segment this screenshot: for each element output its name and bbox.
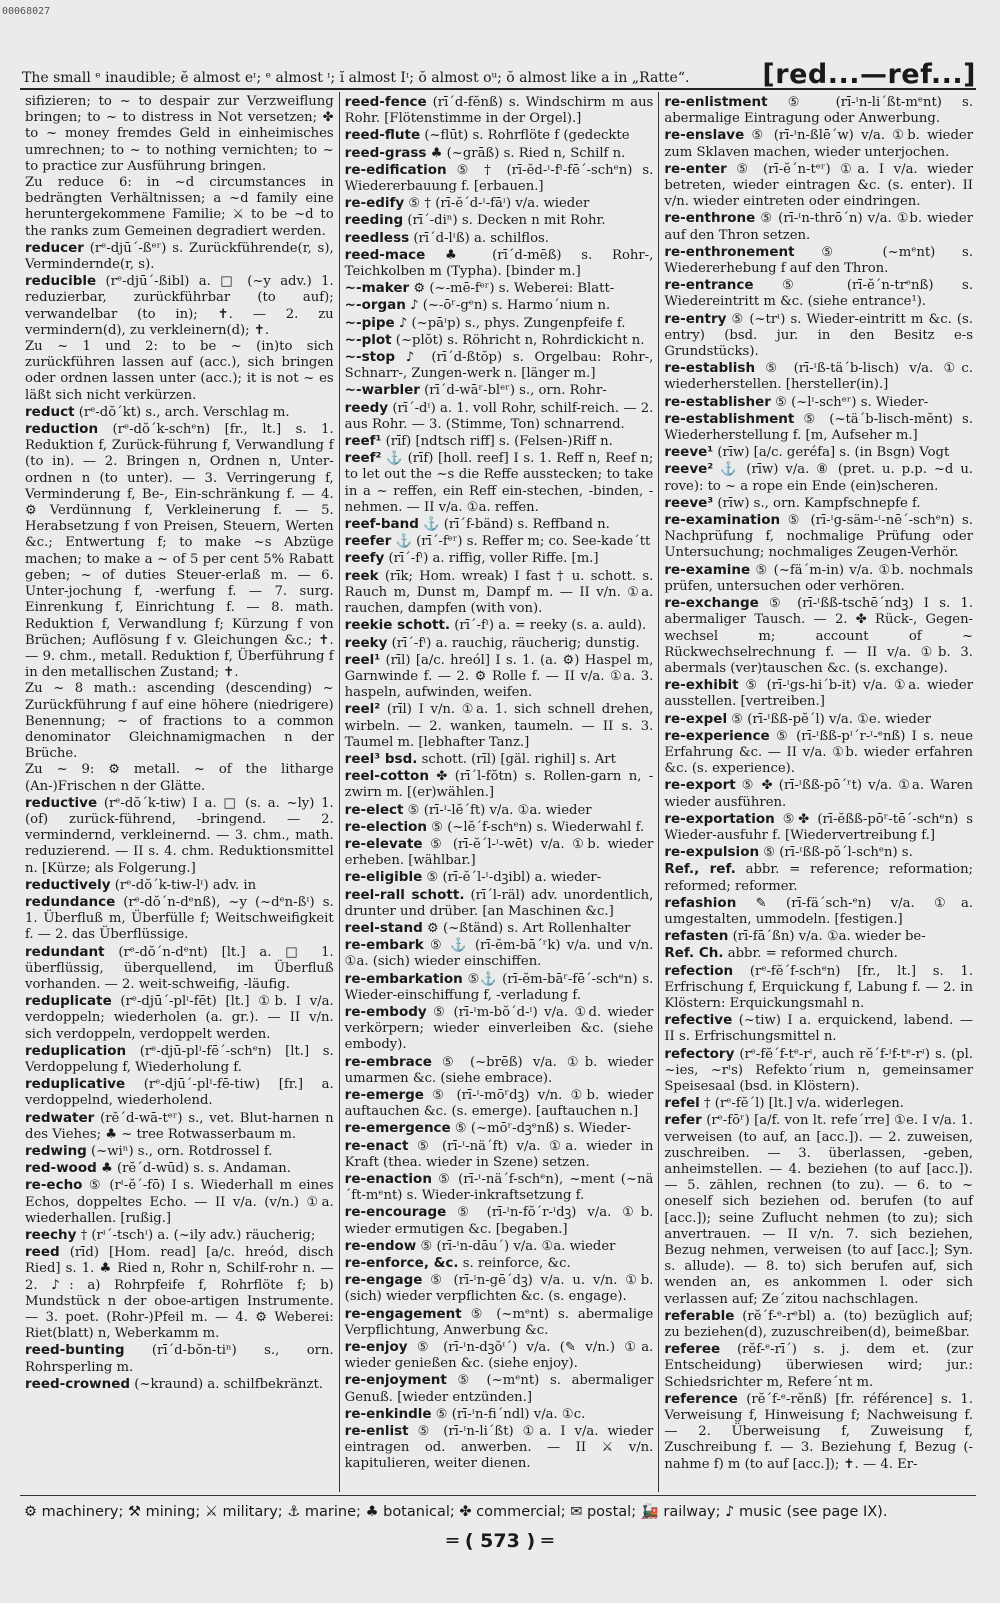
dictionary-entry: reeve¹ (rīw) [a/c. geréfa] s. (in Bsgn) Vogt (664, 444, 950, 461)
entry-headword: re-enthronement (664, 243, 795, 260)
entry-headword: reel² (344, 701, 381, 718)
legend-symbol-icon: ⚓ (287, 1504, 301, 1520)
entry-headword: refectory (664, 1045, 735, 1062)
entry-headword: re-establisher (664, 393, 771, 410)
entry-headword: reduplicate (25, 993, 112, 1010)
dictionary-entry: reeky (rī´-fᶦ) a. rauchig, räucherig; dunstig. (344, 634, 640, 651)
dictionary-entry: ~-pipe ♪ (~pāᶦp) s., phys. Zungenpfeife f. (344, 314, 626, 331)
dictionary-entry: referee (rĕf-ᵉ-rī´) s. j. dem et. (zur Entscheidung) überwiesen wird; jur.: Schiedsrichter m, Refere´nt m. (664, 1341, 974, 1390)
dictionary-entry: re-establish ⑤ (rī-ᶦß-tä´b-lisch) v/a. ①c. wiederherstellen. [hersteller(in).] (664, 360, 974, 393)
dictionary-entry: reekie schott. (rī´-fᶦ) a. = reeky (s. a. auld). (344, 617, 647, 634)
dictionary-entry: reed (rīd) [Hom. read] [a/c. hreód, disch Ried] s. 1. ♣ Ried n, Rohr n, Schilf-rohr n. — 2. ♪: a) Rohrpfeife f, Rohrflöte f; b) Mundstück n der oboe-artigen Instrumente. — 3. poet. (Rohr-)Pfeil m. — 4. ⚙ Weberei: Riet(blatt) n, Weberkamm m. (25, 1244, 334, 1342)
dictionary-entry: re-enter ⑤ (rī-ĕ´n-tᵉʳ) ①a. I v/a. wieder betreten, wieder eintragen &c. (s. enter). II v/n. wieder eintreten oder eindringen. (664, 160, 974, 210)
dictionary-columns (20, 92, 978, 1492)
dictionary-entry: re-establisher ⑤ (~lᶦ-schᵉʳ) s. Wieder- (664, 393, 929, 410)
entry-headword: re-enaction (344, 1171, 432, 1187)
legend-label: commercial; (476, 1504, 566, 1520)
entry-headword: reedless (344, 229, 410, 246)
entry-headword: re-elect (344, 801, 404, 818)
dictionary-entry: reeve² ⚓ (rīw) v/a. ⑧ (pret. u. p.p. ~d u. rove): to ~ a rope ein Ende (ein)scheren. (664, 461, 974, 494)
entry-headword: reek (344, 567, 379, 584)
dictionary-entry: reel² (rīl) I v/n. ①a. 1. sich schnell drehen, wirbeln. — 2. wanken, taumeln. — II s. 3. Taumel m. [lebhafter Tanz.] (344, 701, 654, 750)
dictionary-entry: re-enjoy ⑤ (rī-ᶦn-dꝫŏᶦ´) v/a. (✎ v/n.) ①a. wieder genießen &c. (siehe enjoy). (344, 1339, 654, 1372)
dictionary-entry: Zu ~ 8 math.: ascending (descending) ~ Zurückführung f auf eine höhere (niedrigere) Benennung; ~ of fractions to a common denominator Gleichnamigmachen n der Brüche. (25, 681, 334, 762)
dictionary-entry: Zu reduce 6: in ~d circumstances in bedrängten Verhältnissen; a ~d family eine heruntergekommene Familie; ⚔ to be ~d to the ranks zum Gemeinen degradiert werden. (25, 175, 334, 239)
entry-headword: reducer (25, 239, 84, 256)
dictionary-entry: reduplication (rᵉ-djū-plᶦ-fē´-schᵉn) [lt.] s. Verdoppelung f, Wiederholung f. (25, 1042, 334, 1075)
dictionary-entry: re-enjoyment ⑤ (~mᵉnt) s. abermaliger Genuß. [wieder entzünden.] (344, 1372, 654, 1405)
legend-label: railway; (663, 1504, 721, 1520)
entry-headword: ~-warbler (344, 382, 420, 399)
dictionary-entry: ~-plot (~plŏt) s. Röhricht n, Rohrdickicht n. (344, 331, 645, 348)
symbol-legend (24, 1503, 976, 1520)
dictionary-entry: re-embark ⑤ ⚓ (rī-ĕm-bā´ʳk) v/a. und v/n. ①a. (sich) wieder einschiffen. (344, 937, 654, 970)
legend-label: music (see page IX). (738, 1504, 888, 1520)
entry-headword: reductive (25, 794, 98, 811)
dictionary-entry: ~-warbler (rī´d-wāʳ-blᵉʳ) s., orn. Rohr- (344, 382, 607, 399)
dictionary-entry: Zu ~ 9: ⚙ metall. ~ of the litharge (An-)Frischen n der Glätte. (25, 762, 334, 794)
legend-label: machinery; (41, 1504, 124, 1520)
dictionary-entry: re-emerge ⑤ (rī-ᶦ-mōʳdꝫ) v/n. ①b. wieder auftauchen &c. (s. emerge). [auftauchen n.] (344, 1086, 654, 1120)
page-number: ═ ( 573 ) ═ (446, 1530, 554, 1552)
dictionary-entry: re-exhibit ⑤ (rī-ᶦgs-hi´b-it) v/a. ①a. wieder ausstellen. [vertreiben.] (664, 677, 974, 710)
dictionary-entry: re-engage ⑤ (rī-ᶦn-gē´dꝫ) v/a. u. v/n. ①b. (sich) wieder verpflichten &c. (s. engage). (344, 1272, 654, 1305)
dictionary-entry: re-enaction ⑤ (rī-ᶦ-nä´f-schᵉn), ~ment (~nä´ft-mᵉnt) s. Wieder-inkraftsetzung f. (344, 1171, 654, 1204)
dictionary-entry: reeding (rī´-diⁿ) s. Decken n mit Rohr. (344, 212, 606, 229)
dictionary-entry: reducible (rᵉ-djū´-ßibl) a. □ (~y adv.) 1. reduzierbar, zurückführbar (to auf); verwandelbar (to in); ✝. — 2. zu vermindern(d), zu verkleinern(d); ✝. (25, 273, 334, 338)
dictionary-entry: reduction (rᵉ-dŏ´k-schᵉn) [fr., lt.] s. 1. Reduktion f, Zurück-führung f, Verwandlung f (to in). — 2. Bringen n, Ordnen n, Unter-ordnen n (to unter). — 3. Verringerung f, Verminderung f, Be-, Ein-schränkung f. — 4. ⚙ Verdünnung f, Verkleinerung f. — 5. Herabsetzung f von Preisen, Steuern, Werten &c.; Entwertung f; to make ~s Abzüge machen; to make a ~ of 5 per cent 5% Rabatt geben; ~ of duties Steuer-erlaß m. — 6. Unter-jochung f, -werfung f. — 7. surg. Einrenkung f, Einrichtung f. — 8. math. Reduktion f, Verwandlung f; Kürzung f von Brüchen; Auflösung f v. Gleichungen &c.; ✝. — 9. chm., metall. Reduktion f, Überführung f in den metallischen Zustand; ✝. (25, 421, 334, 681)
legend-item (725, 1504, 887, 1520)
legend-symbol-icon: 🚂 (640, 1504, 659, 1520)
dictionary-entry: reechy † (rᶦ´-tschᶦ) a. (~ily adv.) räucherig; (25, 1227, 316, 1244)
dictionary-entry: refective (~tiw) I a. erquickend, labend. — II s. Erfrischungsmittel n. (664, 1012, 974, 1045)
legend-item (570, 1504, 641, 1520)
dictionary-entry: refer (rᵉ-fōʳ) [a/f. von lt. refe´rre] ①e. I v/a. 1. verweisen (to auf, an [acc.]). — 2. zuweisen, zuschreiben. — 3. überlassen, -geben, anheimstellen. — 4. beziehen (to auf [acc.]). — 5. zählen, rechnen (to zu). — 6. to ~ oneself sich beziehen od. berufen (to auf [acc.]); seine Zuflucht nehmen (to zu); sich anvertrauen. — II v/n. 7. sich beziehen, Bezug nehmen, verweisen (to auf [acc.]; Syn. s. allude). — 8. to) sich berufen auf, sich wenden an, es ankommen l. oder sich verlassen auf; Ze´zitou nachschlagen. (664, 1112, 974, 1307)
dictionary-entry: re-enthronement ⑤ (~mᵉnt) s. Wiedererhebung f auf den Thron. (664, 243, 974, 277)
legend-symbol-icon: ♪ (725, 1504, 735, 1520)
entry-headword: refection (664, 962, 734, 979)
dictionary-entry: reel-stand ⚙ (~ßtänd) s. Art Rollenhalter (344, 919, 631, 936)
entry-headword: reekie schott. (344, 617, 451, 634)
dictionary-entry: reference (rĕ´f-ᵉ-rĕnß) [fr. référence] s. 1. Verweisung f, Hinweisung f; Nachweisung f. — 2. Überweisung f, Zuweisung f, Zuschreibung f. — 3. Beziehung f, Bezug (-nahme f) m (to auf [acc.]); ✝. — 4. Er- (664, 1390, 974, 1472)
entry-headword: re-entry (664, 310, 727, 327)
legend-item (205, 1504, 287, 1520)
dictionary-entry: re-expulsion ⑤ (rī-ᶦßß-pŏ´l-schᵉn) s. (664, 844, 913, 861)
entry-headword: re-encourage (344, 1204, 447, 1221)
entry-headword: reduplication (25, 1042, 127, 1059)
dictionary-entry: re-embrace ⑤ (~brēß) v/a. ①b. wieder umarmen &c. (siehe embrace). (344, 1053, 654, 1086)
dictionary-entry: reel-rall schott. (rī´l-räl) adv. unordentlich, drunter und drüber. [an Maschinen &c.] (344, 886, 654, 919)
dictionary-entry: re-enthrone ⑤ (rī-ᶦn-thrō´n) v/a. ①b. wieder auf den Thron setzen. (664, 210, 974, 243)
entry-headword: redundant (25, 943, 105, 960)
entry-headword: reed (25, 1244, 60, 1261)
entry-headword: reducible (25, 273, 97, 290)
legend-item (287, 1504, 365, 1520)
dictionary-entry: re-exportation ⑤✤ (rī-ĕßß-pōʳ-tē´-schᵉn) s Wieder-ausfuhr f. [Wiedervertreibung f.] (664, 810, 974, 843)
entry-headword: re-embarkation (344, 970, 463, 987)
entry-headword: re-enforce, &c. (344, 1255, 459, 1272)
entry-headword: re-enkindle (344, 1405, 432, 1422)
dictionary-entry: redundant (rᵉ-dŏ´n-dᵉnt) [lt.] a. □ 1. überflüssig, überquellend, im Überfluß vorhanden. — 2. weit-schweifig, -läufig. (25, 943, 334, 992)
dictionary-entry: reefer ⚓ (rī´-fᵉʳ) s. Reffer m; co. See-kade´tt (344, 533, 651, 550)
dictionary-entry: redwater (rĕ´d-wā-tᵉʳ) s., vet. Blut-harnen n des Viehes; ♣ ~ tree Rotwasserbaum m. (25, 1109, 334, 1142)
dictionary-entry: reedless (rī´d-lᶦß) a. schilflos. (344, 229, 549, 246)
dictionary-entry: re-enslave ⑤ (rī-ᶦn-ßlē´w) v/a. ①b. wieder zum Sklaven machen, wieder unterjochen. (664, 127, 974, 160)
entry-headword: re-export (664, 777, 736, 794)
dictionary-entry: sifizieren; to ~ to despair zur Verzweiflung bringen; to ~ to distress in Not versetzen; ✤ to ~ money fremdes Geld in einheimisches umrechnen; to ~ to nothing vernichten; to ~ to practice zur Ausführung bringen. (25, 94, 334, 174)
dictionary-entry: reefy (rī´-fᶦ) a. riffig, voller Riffe. [m.] (344, 550, 599, 567)
dictionary-entry: ~-organ ♪ (~-ōʳ-gᵉn) s. Harmo´nium n. (344, 297, 611, 314)
legend-symbol-icon: ⚔ (204, 1504, 218, 1520)
scan-id: 00068027 (2, 6, 51, 17)
dictionary-entry: reed-mace ♣ (rī´d-mēß) s. Rohr-, Teichkolben m (Typha). [binder m.] (344, 246, 654, 280)
entry-headword: re-enslave (664, 127, 745, 144)
entry-headword: reedy (344, 399, 389, 416)
dictionary-entry: re-enact ⑤ (rī-ᶦ-nä´ft) v/a. ①a. wieder in Kraft (thea. wieder in Szene) setzen. (344, 1137, 654, 1170)
legend-label: marine; (304, 1504, 361, 1520)
dictionary-entry: re-emergence ⑤ (~mōʳ-dꝫᵉnß) s. Wieder- (344, 1120, 632, 1137)
dictionary-entry: re-entrance ⑤ (rī-ĕ´n-trᵉnß) s. Wiedereintritt m &c. (siehe entrance¹). (664, 277, 974, 310)
legend-symbol-icon: ⚒ (127, 1504, 141, 1520)
dictionary-entry: ~-maker ⚙ (~-mē-fᵉʳ) s. Weberei: Blatt- (344, 280, 615, 297)
dictionary-entry: Ref., ref. abbr. = reference; reformation; reformed; reformer. (664, 861, 974, 894)
entry-headword: re-establishment (664, 410, 795, 427)
entry-headword: ~-plot (344, 331, 392, 348)
entry-headword: Ref., ref. (664, 861, 736, 878)
dictionary-entry: re-enkindle ⑤ (rī-ᶦn-fi´ndl) v/a. ①c. (344, 1405, 586, 1422)
dictionary-entry: re-enlist ⑤ (rī-ᶦn-li´ßt) ①a. I v/a. wieder eintragen od. anwerben. — II ⚔ v/n. kapitulieren, weiter dienen. (344, 1423, 654, 1472)
entry-headword: re-embody (344, 1003, 427, 1020)
entry-headword: reef² (344, 450, 382, 467)
dictionary-entry: reel¹ (rīl) [a/c. hreól] I s. 1. (a. ⚙) Haspel m, Garnwinde f. — 2. ⚙ Rolle f. — II v/a. ①a. 3. haspeln, aufwinden, weifen. (344, 651, 654, 701)
entry-headword: re-enjoyment (344, 1372, 447, 1389)
entry-headword: re-examine (664, 561, 751, 578)
dictionary-entry: reef² ⚓ (rīf) [holl. reef] I s. 1. Reff n, Reef n; to let out the ~s die Reffe ausstecken; to take in a ~ reffen, ein Reff ein-stechen, -binden, -nehmen. — II v/a. ①a. reffen. (344, 450, 654, 515)
entry-headword: re-entrance (664, 277, 754, 294)
entry-headword: re-exchange (664, 595, 759, 612)
entry-headword: reeding (344, 212, 404, 229)
dictionary-entry: re-encourage ⑤ (rī-ᶦn-fŏ´r-ᶦdꝫ) v/a. ①b. wieder ermutigen &c. [begaben.] (344, 1204, 654, 1237)
entry-headword: referee (664, 1341, 721, 1358)
entry-headword: re-election (344, 818, 427, 835)
legend-item (459, 1504, 570, 1520)
dictionary-entry: refel † (rᵉ-fĕ´l) [lt.] v/a. widerlegen. (664, 1095, 904, 1112)
entry-headword: re-establish (664, 360, 756, 377)
legend-label: botanical; (383, 1504, 455, 1520)
dictionary-entry: reeve³ (rīw) s., orn. Kampfschnepfe f. (664, 494, 921, 511)
entry-headword: re-enlist (344, 1423, 409, 1440)
dictionary-entry: re-establishment ⑤ (~tä´b-lisch-mĕnt) s. Wiederherstellung f. [m, Aufseher m.] (664, 410, 974, 444)
dictionary-entry: referable (rĕ´f-ᵉ-rᵉbl) a. (to) bezüglich auf; zu beziehen(d), zuzuschreiben(d), beimeßbar. (664, 1307, 974, 1341)
entry-headword: re-engage (344, 1272, 423, 1289)
entry-headword: re-enlistment (664, 94, 768, 110)
entry-headword: re-enjoy (344, 1339, 408, 1356)
dictionary-entry: reek (rīk; Hom. wreak) I fast † u. schott. s. Rauch m, Dunst m, Dampf m. — II v/n. ①a. rauchen, dampfen (with von). (344, 567, 654, 617)
entry-headword: refective (664, 1012, 733, 1029)
legend-item (366, 1504, 460, 1520)
legend-symbol-icon: ✤ (459, 1504, 472, 1520)
entry-headword: reductively (25, 876, 111, 893)
entry-headword: ~-maker (344, 280, 410, 297)
dictionary-entry: refasten (rī-fā´ßn) v/a. ①a. wieder be- (664, 928, 926, 945)
dictionary-entry: re-examination ⑤ (rī-ᶦg-säm-ᶦ-nē´-schᵉn) s. Nachprüfung f, nochmalige Prüfung oder Untersuchung; nochmaliges Zeugen-Verhör. (664, 512, 974, 561)
page-header (22, 44, 976, 88)
entry-headword: reechy (25, 1227, 77, 1244)
legend-symbol-icon: ⚙ (24, 1504, 37, 1520)
dictionary-entry: reed-fence (rī´d-fĕnß) s. Windschirm m aus Rohr. [Flötenstimme in der Orgel).] (344, 94, 654, 127)
guide-words: [red...—ref...] (762, 59, 976, 90)
entry-headword: reel-cotton (344, 768, 429, 785)
entry-headword: re-exhibit (664, 677, 739, 694)
legend-symbol-icon: ✉ (570, 1504, 583, 1520)
pronunciation-key: The small ᵉ inaudible; ĕ almost eᶦ; ᵉ almost ᶦ; ĭ almost Iᶦ; ŏ almost oᵘ; ŏ almost like a in „Ratte“. (22, 70, 690, 86)
legend-label: military; (222, 1504, 283, 1520)
entry-headword: re-embrace (344, 1053, 432, 1070)
entry-headword: re-examination (664, 512, 781, 529)
entry-headword: re-enthrone (664, 210, 756, 227)
dictionary-entry: reduplicative (rᵉ-djū´-plᶦ-fē-tiw) [fr.] a. verdoppelnd, wiederholend. (25, 1076, 334, 1109)
entry-headword: ~-pipe (344, 314, 395, 331)
dictionary-entry: ~-stop ♪ (rī´d-ßtŏp) s. Orgelbau: Rohr-, Schnarr-, Zungen-werk n. [länger m.] (344, 349, 654, 382)
entry-headword: re-edify (344, 195, 405, 212)
dictionary-entry: reel-cotton ✤ (rī´l-fŏtn) s. Rollen-garn n, -zwirn m. [(er)wählen.] (344, 768, 654, 801)
dictionary-entry: Ref. Ch. abbr. = reformed church. (664, 945, 898, 962)
entry-headword: re-emerge (344, 1086, 424, 1103)
dictionary-entry: reel³ bsd. schott. (rīl) [gäl. righil] s. Art (344, 750, 616, 767)
dictionary-entry: reduplicate (rᵉ-djū´-plᶦ-fēt) [lt.] ①b. I v/a. verdoppeln; wiederholen (a. gr.). — II v/n. sich verdoppeln, verdoppelt werden. (25, 993, 334, 1042)
entry-headword: reduct (25, 403, 75, 420)
dictionary-entry: reedy (rī´-dᶦ) a. 1. voll Rohr, schilf-reich. — 2. aus Rohr. — 3. (Stimme, Ton) schnarrend. (344, 399, 654, 432)
dictionary-entry: re-echo ⑤ (rᶦ-ĕ´-fō) I s. Wiederhall m eines Echos, doppeltes Echo. — II v/a. (v/n.) ①a. wiederhallen. [rußig.] (25, 1177, 334, 1226)
entry-headword: refel (664, 1095, 700, 1112)
dictionary-entry: re-edify ⑤ † (rī-ĕ´d-ᶦ-fāᶦ) v/a. wieder (344, 195, 590, 212)
column-left (20, 92, 339, 1492)
entry-headword: reeky (344, 634, 388, 651)
legend-item (128, 1504, 205, 1520)
entry-headword: reduction (25, 421, 99, 438)
entry-headword: re-eligible (344, 869, 423, 886)
entry-headword: reefer (344, 533, 392, 550)
entry-headword: re-endow (344, 1237, 417, 1254)
header-rule (20, 88, 976, 90)
entry-headword: reed-bunting (25, 1342, 125, 1359)
entry-headword: re-enact (344, 1137, 409, 1154)
dictionary-entry: re-export ⑤ ✤ (rī-ᶦßß-pō´ʳt) v/a. ①a. Waren wieder ausführen. (664, 777, 974, 810)
dictionary-entry: re-exchange ⑤ (rī-ᶦßß-tschē´ndꝫ) I s. 1. abermaliger Tausch. — 2. ✤ Rück-, Gegen-wechsel m; account of ~ Rückwechselrechnung f. — II v/a. ①b. 3. abermals (ver)tauschen &c. (s. exchange). (664, 595, 974, 676)
dictionary-entry: re-embody ⑤ (rī-ᶦm-bŏ´d-ᶦ) v/a. ①d. wieder verkörpern; wieder einverleiben &c. (siehe embody). (344, 1003, 654, 1053)
dictionary-entry: re-examine ⑤ (~fä´m-in) v/a. ①b. nochmals prüfen, untersuchen oder verhören. (664, 561, 974, 594)
legend-label: mining; (145, 1504, 201, 1520)
dictionary-entry: refashion ✎ (rī-fä´sch-ᵉn) v/a. ①a. umgestalten, ummodeln. [festigen.] (664, 894, 974, 927)
dictionary-entry: reed-crowned (~kraund) a. schilfbekränzt. (25, 1375, 323, 1392)
dictionary-entry: re-embarkation ⑤⚓ (rī-ĕm-bāʳ-fē´-schᵉn) s. Wieder-einschiffung f, -verladung f. (344, 970, 654, 1003)
entry-headword: reel¹ (344, 651, 381, 668)
dictionary-entry: refection (rᵉ-fĕ´f-schᵉn) [fr., lt.] s. 1. Erfrischung f, Erquickung f, Labung f. — 2. in Klöstern: Erquickungsmahl n. (664, 962, 974, 1011)
dictionary-entry: re-experience ⑤ (rī-ᶦßß-pᶦ´r-ᶦ-ᵉnß) I s. neue Erfahrung &c. — II v/a. ①b. wieder erfahren &c. (s. experience). (664, 727, 974, 777)
dictionary-entry: re-elevate ⑤ (rī-ĕ´l-ᶦ-wēt) v/a. ①b. wieder erheben. [wählbar.] (344, 835, 654, 869)
legend-symbol-icon: ♣ (365, 1504, 379, 1520)
dictionary-entry: red-wood ♣ (rĕ´d-wūd) s. s. Andaman. (25, 1160, 291, 1177)
dictionary-entry: reef-band ⚓ (rī´f-bänd) s. Reffband n. (344, 516, 610, 533)
dictionary-entry: reed-bunting (rī´d-bŏn-tiⁿ) s., orn. Rohrsperling m. (25, 1342, 334, 1375)
entry-headword: Ref. Ch. (664, 945, 724, 962)
entry-headword: reel³ bsd. (344, 750, 418, 767)
entry-headword: ~-stop (344, 349, 396, 366)
entry-headword: refashion (664, 894, 737, 911)
entry-headword: refer (664, 1112, 702, 1129)
dictionary-entry: re-engagement ⑤ (~mᵉnt) s. abermalige Verpflichtung, Anwerbung &c. (344, 1305, 654, 1338)
entry-headword: refasten (664, 928, 729, 945)
dictionary-entry: re-expel ⑤ (rī-ᶦßß-pĕ´l) v/a. ①e. wieder (664, 710, 931, 727)
entry-headword: reduplicative (25, 1076, 126, 1093)
entry-headword: reference (664, 1390, 738, 1407)
entry-headword: re-expel (664, 710, 728, 727)
entry-headword: reel-rall schott. (344, 886, 465, 903)
entry-headword: red-wood (25, 1160, 97, 1177)
entry-headword: reef¹ (344, 433, 382, 450)
entry-headword: reeve¹ (664, 444, 714, 461)
dictionary-entry: re-eligible ⑤ (rī-ĕ´l-ᶦ-dꝫibl) a. wieder- (344, 869, 602, 886)
dictionary-entry: reduct (rᵉ-dŏ´kt) s., arch. Verschlag m. (25, 403, 290, 420)
dictionary-entry: reed-flute (~flūt) s. Rohrflöte f (gedeckte (344, 127, 630, 144)
dictionary-entry: Zu ~ 1 und 2: to be ~ (in)to sich zurückführen lassen auf (acc.), sich bringen oder ordnen lassen unter (acc.); it is not ~ es läßt sich nicht verkürzen. (25, 339, 334, 403)
entry-headword: redundance (25, 893, 116, 910)
entry-headword: reef-band (344, 516, 419, 533)
entry-headword: reed-flute (344, 127, 421, 144)
column-right (658, 92, 978, 1492)
dictionary-entry: reducer (rᵉ-djū´-ßᵉʳ) s. Zurückführende(r, s), Vermindernde(r, s). (25, 239, 334, 273)
dictionary-entry: re-enforce, &c. s. reinforce, &c. (344, 1255, 571, 1272)
entry-headword: reefy (344, 550, 385, 567)
entry-headword: re-engagement (344, 1305, 462, 1322)
entry-headword: re-expulsion (664, 844, 760, 861)
dictionary-entry: reef¹ (rīf) [ndtsch riff] s. (Felsen-)Riff n. (344, 433, 613, 450)
legend-label: postal; (586, 1504, 637, 1520)
dictionary-entry: re-election ⑤ (~lĕ´f-schᵉn) s. Wiederwahl f. (344, 818, 645, 835)
entry-headword: re-elevate (344, 835, 423, 852)
entry-headword: ~-organ (344, 297, 406, 314)
dictionary-entry: reed-grass ♣ (~grāß) s. Ried n, Schilf n. (344, 144, 626, 161)
entry-headword: re-embark (344, 937, 424, 954)
footer-rule (20, 1495, 976, 1496)
legend-item (24, 1504, 128, 1520)
entry-headword: re-echo (25, 1177, 83, 1194)
entry-headword: re-experience (664, 727, 770, 744)
entry-headword: reeve² (664, 461, 714, 478)
dictionary-entry: re-enlistment ⑤ (rī-ᶦn-li´ßt-mᵉnt) s. abermalige Eintragung oder Anwerbung. (664, 94, 974, 127)
entry-headword: redwing (25, 1143, 87, 1159)
legend-item (641, 1504, 725, 1520)
dictionary-entry: redwing (~wiⁿ) s., orn. Rotdrossel f. (25, 1143, 273, 1159)
entry-headword: re-edification (344, 161, 447, 178)
entry-headword: redwater (25, 1109, 95, 1126)
entry-headword: reed-fence (344, 94, 427, 110)
dictionary-entry: re-entry ⑤ (~trᶦ) s. Wieder-eintritt m &c. (s. entry) (bsd. jur. in den Besitz e-s Grundstücks). (664, 310, 974, 360)
dictionary-entry: reductive (rᵉ-dŏ´k-tiw) I a. □ (s. a. ~ly) 1. (of) zurück-führend, -bringend. — 2. vermindernd, verkleinernd. — 3. chm., math. reduzierend. — II s. 4. chm. Reduktionsmittel n. [Kürze; als Folgerung.] (25, 794, 334, 876)
entry-headword: re-emergence (344, 1120, 451, 1137)
dictionary-entry: redundance (rᵉ-dŏ´n-dᵉnß), ~y (~dᵉn-ßᶦ) s. 1. Überfluß m, Überfülle f; Weitschweifigkeit f. — 2. das Überflüssige. (25, 893, 334, 943)
entry-headword: reed-grass (344, 144, 427, 161)
column-middle (339, 92, 659, 1492)
entry-headword: reed-crowned (25, 1375, 131, 1392)
dictionary-entry: re-elect ⑤ (rī-ᶦ-lĕ´ft) v/a. ①a. wieder (344, 801, 592, 818)
entry-headword: reel-stand (344, 919, 423, 936)
entry-headword: re-exportation (664, 810, 775, 827)
entry-headword: re-enter (664, 160, 727, 177)
entry-headword: referable (664, 1307, 735, 1324)
dictionary-entry: reductively (rᵉ-dŏ´k-tiw-lᶦ) adv. in (25, 876, 257, 893)
dictionary-entry: re-edification ⑤ † (rī-ĕd-ᶦ-fᶦ-fē´-schᵉn) s. Wiedererbauung f. [erbauen.] (344, 161, 654, 195)
entry-headword: reeve³ (664, 494, 714, 511)
entry-headword: reed-mace (344, 246, 426, 263)
dictionary-entry: refectory (rᵉ-fĕ´f-tᵉ-rᶦ, auch rĕ´f-ᶦf-tᵉ-rᶦ) s. (pl. ~ies, ~rᶦs) Refekto´rium n, gemeinsamer Speisesaal (bsd. in Klöstern). (664, 1045, 974, 1094)
dictionary-entry: re-endow ⑤ (rī-ᶦn-dāu´) v/a. ①a. wieder (344, 1237, 616, 1254)
